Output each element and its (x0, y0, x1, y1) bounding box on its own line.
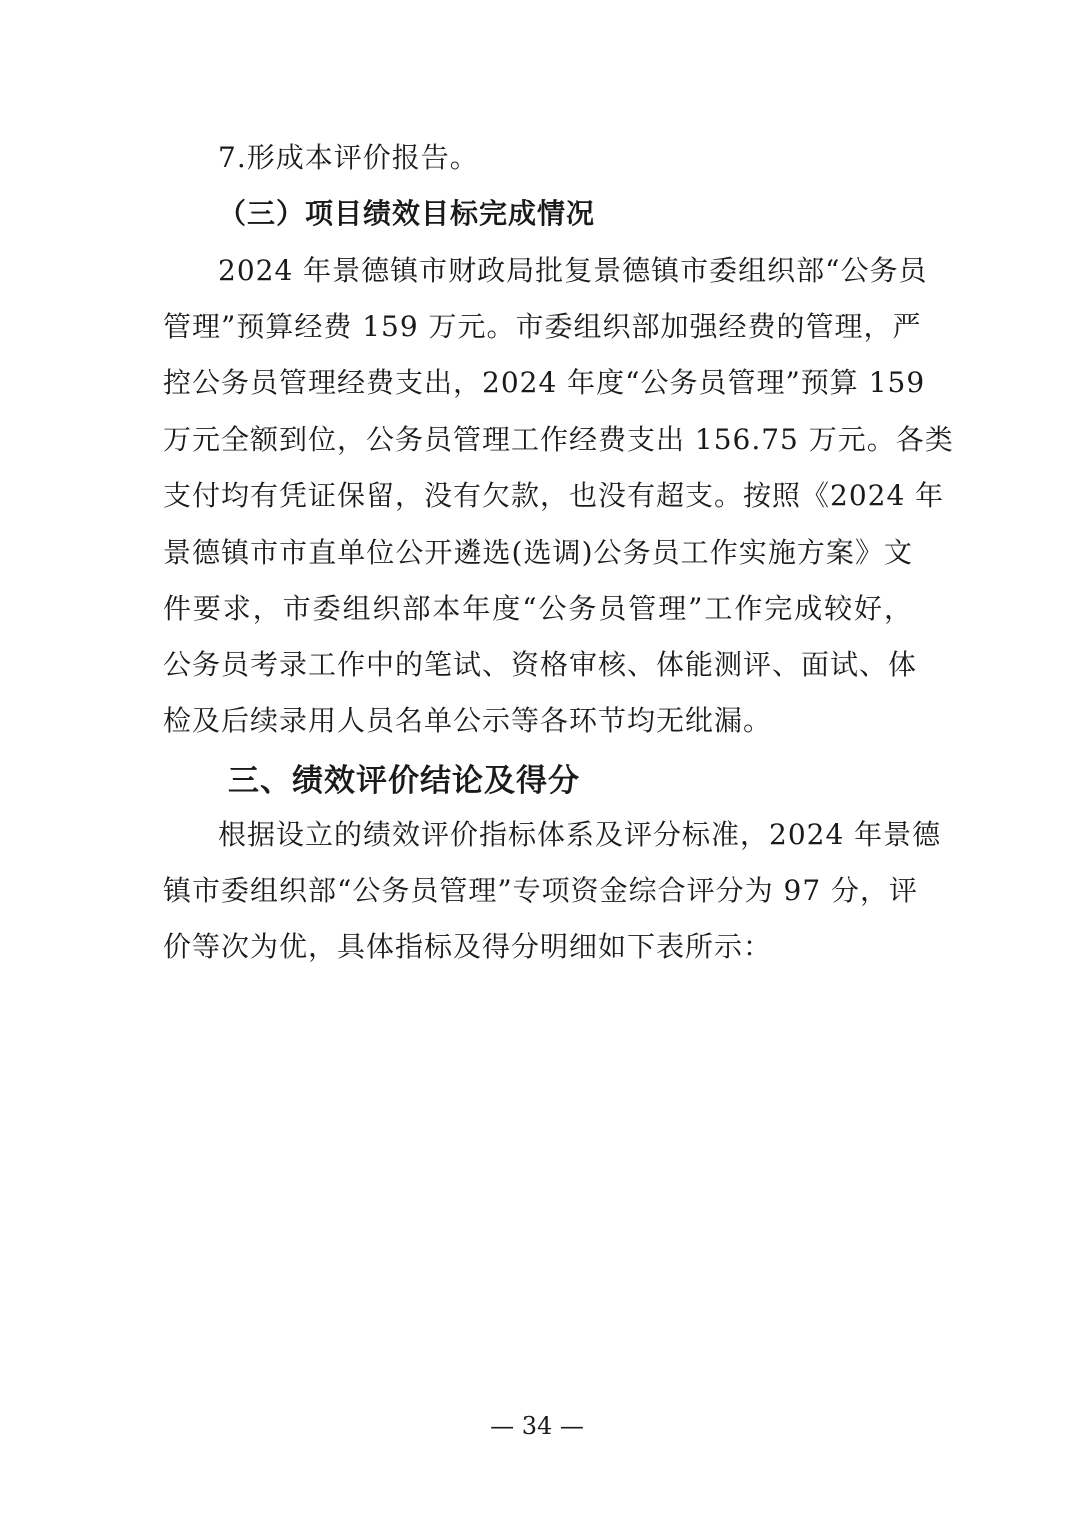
paragraph-line: 价等次为优，具体指标及得分明细如下表所示： (163, 930, 773, 963)
step-item: 7.形成本评价报告。 (218, 141, 479, 174)
paragraph-line: 根据设立的绩效评价指标体系及评分标准，2024 年景德 (218, 818, 942, 851)
paragraph-line: 景德镇市市直单位公开遴选(选调)公务员工作实施方案》文 (163, 536, 913, 569)
paragraph-line: 镇市委组织部“公务员管理”专项资金综合评分为 97 分，评 (163, 874, 919, 907)
paragraph-line: 控公务员管理经费支出，2024 年度“公务员管理”预算 159 (163, 366, 926, 399)
paragraph-line: 支付均有凭证保留，没有欠款，也没有超支。按照《2024 年 (163, 479, 945, 512)
paragraph-line: 管理”预算经费 159 万元。市委组织部加强经费的管理，严 (163, 310, 922, 343)
page-number: — 34 — (490, 1412, 584, 1440)
section-subheading: （三）项目绩效目标完成情况 (218, 197, 596, 230)
paragraph-line: 检及后续录用人员名单公示等各环节均无纰漏。 (163, 704, 773, 737)
section-heading: 三、绩效评价结论及得分 (228, 763, 580, 799)
paragraph-line: 2024 年景德镇市财政局批复景德镇市委组织部“公务员 (218, 254, 928, 287)
paragraph-line: 件要求，市委组织部本年度“公务员管理”工作完成较好， (163, 592, 913, 625)
paragraph-line: 公务员考录工作中的笔试、资格审核、体能测评、面试、体 (163, 648, 918, 681)
paragraph-line: 万元全额到位，公务员管理工作经费支出 156.75 万元。各类 (163, 423, 954, 456)
